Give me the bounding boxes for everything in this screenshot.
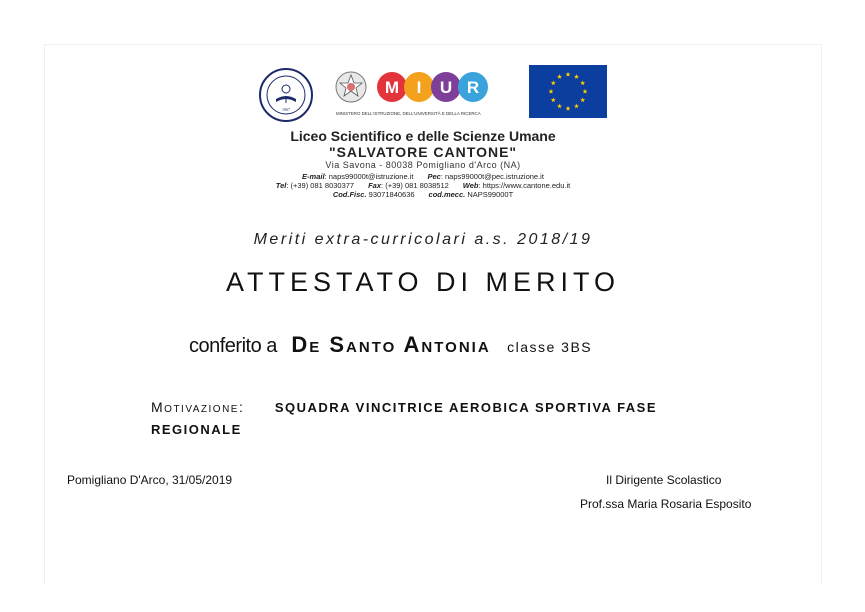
motivation-label: Motivazione: [151, 399, 245, 415]
codmecc-value: NAPS99000T [465, 190, 514, 199]
signer-role: Il Dirigente Scolastico [606, 473, 722, 487]
class-info: classe 3BS [507, 339, 593, 355]
motivation-value: SQUADRA VINCITRICE AEROBICA SPORTIVA FASE REGIONALE [151, 400, 658, 437]
school-address: Via Savona - 80038 Pomigliano d'Arco (NA) [325, 160, 521, 170]
motivation-block [151, 396, 711, 441]
svg-text:1967: 1967 [282, 107, 290, 112]
certificate-subtitle: Meriti extra-curricolari a.s. 2018/19 [253, 231, 593, 248]
svg-text:M: M [384, 78, 400, 97]
contacts-phone-line [35, 181, 811, 190]
codfisc-label: Cod.Fisc. [332, 190, 367, 199]
fax-value: : (+39) 081 8038512 [381, 181, 449, 190]
school-name: Liceo Scientifico e delle Scienze Umane [290, 128, 556, 144]
svg-text:MINISTERO DELL'ISTRUZIONE, DEL: MINISTERO DELL'ISTRUZIONE, DELL'UNIVERSITÀ E DELLA RICERCA [336, 111, 481, 116]
pec-value: : naps99000t@pec.istruzione.it [440, 172, 544, 181]
svg-text:R: R [466, 78, 480, 97]
web-label: Web [462, 181, 479, 190]
place-date: Pomigliano D'Arco, 31/05/2019 [67, 473, 233, 487]
school-title: "SALVATORE CANTONE" [328, 144, 518, 160]
recipient-line [189, 332, 592, 358]
email-label: E-mail [302, 172, 325, 181]
codfisc-value: 93071840636 [366, 190, 415, 199]
codmecc-label: cod.mecc. [428, 190, 466, 199]
fax-label: Fax [368, 181, 382, 190]
tel-value: : (+39) 081 8030377 [286, 181, 355, 190]
miur-logo [334, 65, 500, 119]
tel-label: Tel [275, 181, 287, 190]
pec-label: Pec [427, 172, 441, 181]
contacts-email-line [35, 172, 811, 181]
signer-name: Prof.ssa Maria Rosaria Esposito [580, 497, 752, 511]
svg-text:I: I [416, 78, 422, 97]
certificate-page [44, 44, 822, 585]
eu-flag-logo [529, 65, 607, 118]
conferred-label: conferito a [189, 335, 277, 357]
svg-text:U: U [439, 78, 453, 97]
email-value: : naps99000t@istruzione.it [324, 172, 414, 181]
web-value: : https://www.cantone.edu.it [478, 181, 571, 190]
certificate-title: ATTESTATO DI MERITO [225, 267, 621, 297]
school-seal-logo [258, 67, 314, 123]
recipient-name: De Santo Antonia [291, 332, 491, 357]
contacts-codes-line [35, 190, 811, 199]
